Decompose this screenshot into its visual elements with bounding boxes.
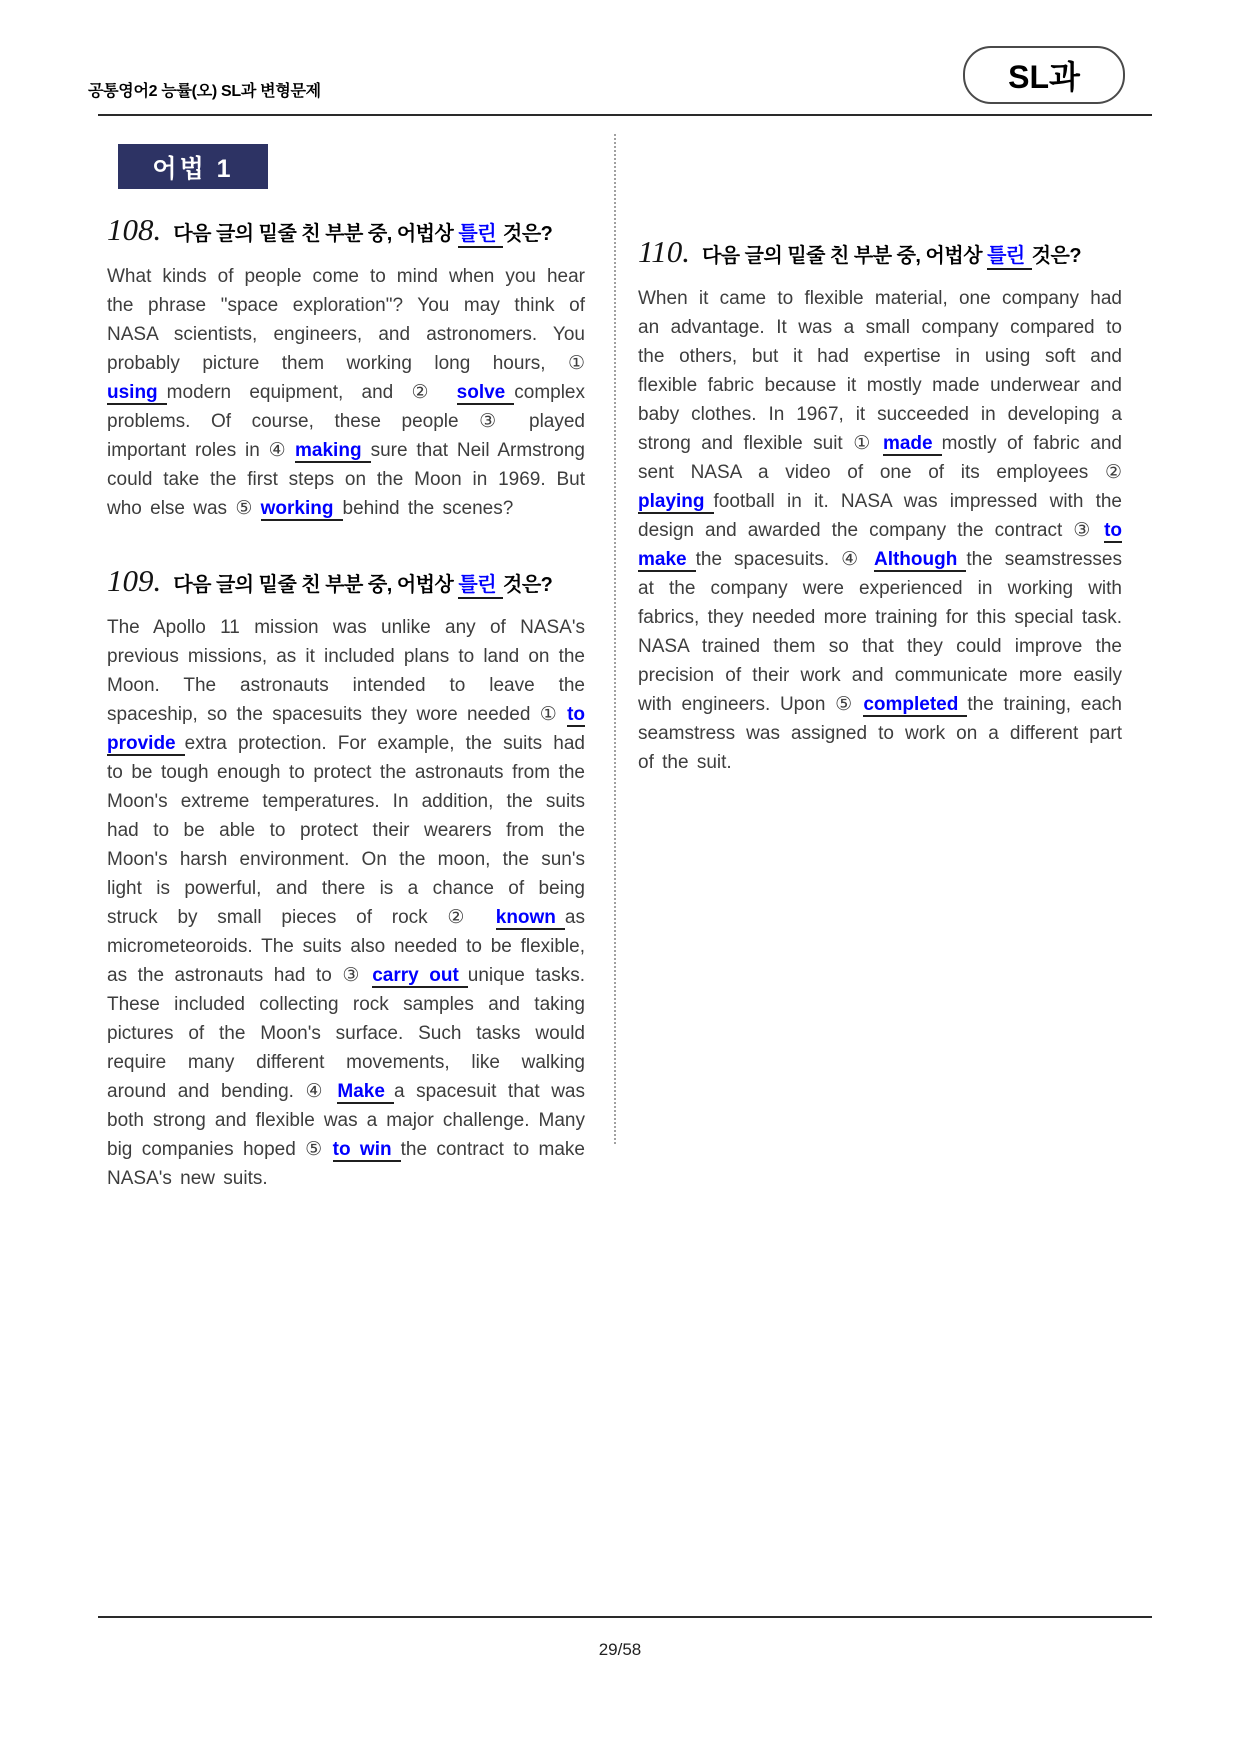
footer-divider	[98, 1616, 1152, 1618]
question-prompt	[702, 245, 1081, 270]
underlined-choice: Although	[874, 549, 966, 572]
prompt-text: 다음 글의 밑줄 친 부분 중, 어법상	[173, 223, 459, 245]
passage-segment: the training, each seamstress was assigned to work on a different part of the suit.	[638, 694, 1122, 773]
underlined-choice: Make	[337, 1081, 394, 1104]
passage-text	[107, 613, 585, 1193]
question-prompt	[173, 574, 552, 599]
underlined-choice: making	[295, 440, 371, 463]
question-108-header	[107, 212, 585, 248]
underlined-choice: to provide	[107, 704, 585, 754]
passage-segment: football in it. NASA was impressed with the design and awarded the company the contract ③	[638, 491, 1122, 541]
passage-text	[638, 284, 1122, 777]
passage-segment: the spacesuits. ④	[695, 549, 874, 570]
class-badge-label: SL과	[1008, 59, 1080, 95]
underlined-choice: working	[261, 498, 343, 521]
passage-segment: What kinds of people come to mind when you hear the phrase "space exploration"? You may think of NASA scientists, engineers, and astronomers. You probably picture them working long hours, ①	[107, 266, 585, 374]
header-divider	[98, 114, 1152, 116]
class-badge	[963, 46, 1125, 104]
passage-segment: The Apollo 11 mission was unlike any of NASA's previous missions, as it included plans to land on the Moon. The astronauts intended to leave the spaceship, so the spacesuits they wore needed ①	[107, 617, 585, 725]
underlined-choice: using	[107, 382, 167, 405]
passage-segment: unique tasks. These included collecting rock samples and taking pictures of the Moon's surface. Such tasks would require many different movements, like walking around and bending. ④	[107, 965, 585, 1102]
prompt-highlight: 틀린	[987, 245, 1032, 270]
question-110-header	[638, 234, 1122, 270]
question-109-header	[107, 563, 585, 599]
document-title: 공통영어2 능률(오) SL과 변형문제	[88, 83, 321, 100]
section-title: 어법 1	[152, 154, 234, 183]
passage-segment: modern equipment, and ②	[166, 382, 457, 403]
underlined-choice: completed	[863, 694, 967, 717]
passage-segment: behind the scenes?	[342, 498, 514, 519]
underlined-choice: playing	[638, 491, 714, 514]
passage-segment: the contract to make NASA's new suits.	[107, 1139, 585, 1189]
prompt-highlight: 틀린	[458, 574, 503, 599]
prompt-text: 다음 글의 밑줄 친 부분 중, 어법상	[701, 245, 988, 267]
passage-segment: extra protection. For example, the suits had to be tough enough to protect the astronauts from the Moon's extreme temperatures. In addition, the suits had to be able to protect their wearers from the Moon's harsh environment. On the moon, the sun's light is powerful, and there is a chance of being struck by small pieces of rock ②	[107, 733, 585, 928]
passage-text	[107, 262, 585, 523]
prompt-highlight: 틀린	[458, 223, 503, 248]
underlined-choice: to win	[333, 1139, 401, 1162]
right-column	[638, 234, 1122, 817]
underlined-choice: to make	[638, 520, 1122, 570]
prompt-text: 것은?	[1031, 245, 1082, 267]
passage-segment: sure that Neil Armstrong could take the first steps on the Moon in 1969. But who else was ⑤	[107, 440, 585, 519]
section-title-box	[118, 144, 268, 189]
passage-segment: When it came to flexible material, one company had an advantage. It was a small company compared to the others, but it had expertise in using soft and flexible fabric because it mostly made underwear and baby clothes. In 1967, it succeeded in developing a strong and flexible suit ①	[638, 288, 1122, 454]
question-prompt	[173, 223, 552, 248]
question-number: 110.	[638, 234, 690, 269]
passage-segment: as micrometeoroids. The suits also needed to be flexible, as the astronauts had to ③	[107, 907, 585, 986]
page-number: 29/58	[598, 1640, 642, 1659]
underlined-choice: known	[496, 907, 565, 930]
passage-segment: the seamstresses at the company were experienced in working with fabrics, they needed more training for this special task. NASA trained them so that they could improve the precision of their work and communicate more easily with engineers. Upon ⑤	[638, 549, 1122, 715]
prompt-text: 것은?	[503, 574, 553, 596]
passage-segment: complex problems. Of course, these people ③ played important roles in ④	[107, 382, 585, 461]
question-108	[107, 212, 585, 523]
left-column	[107, 212, 585, 1233]
prompt-text: 다음 글의 밑줄 친 부분 중, 어법상	[173, 574, 459, 596]
prompt-text: 것은?	[503, 223, 553, 245]
question-number: 108.	[107, 212, 162, 247]
column-divider	[614, 134, 616, 1144]
question-109	[107, 563, 585, 1193]
underlined-choice: carry out	[372, 965, 468, 988]
underlined-choice: solve	[457, 382, 515, 405]
passage-segment: a spacesuit that was both strong and flexible was a major challenge. Many big companies hoped ⑤	[107, 1081, 585, 1160]
question-number: 109.	[107, 563, 162, 598]
question-110	[638, 234, 1122, 777]
passage-segment: mostly of fabric and sent NASA a video of one of its employees ②	[638, 433, 1122, 483]
underlined-choice: made	[883, 433, 942, 456]
